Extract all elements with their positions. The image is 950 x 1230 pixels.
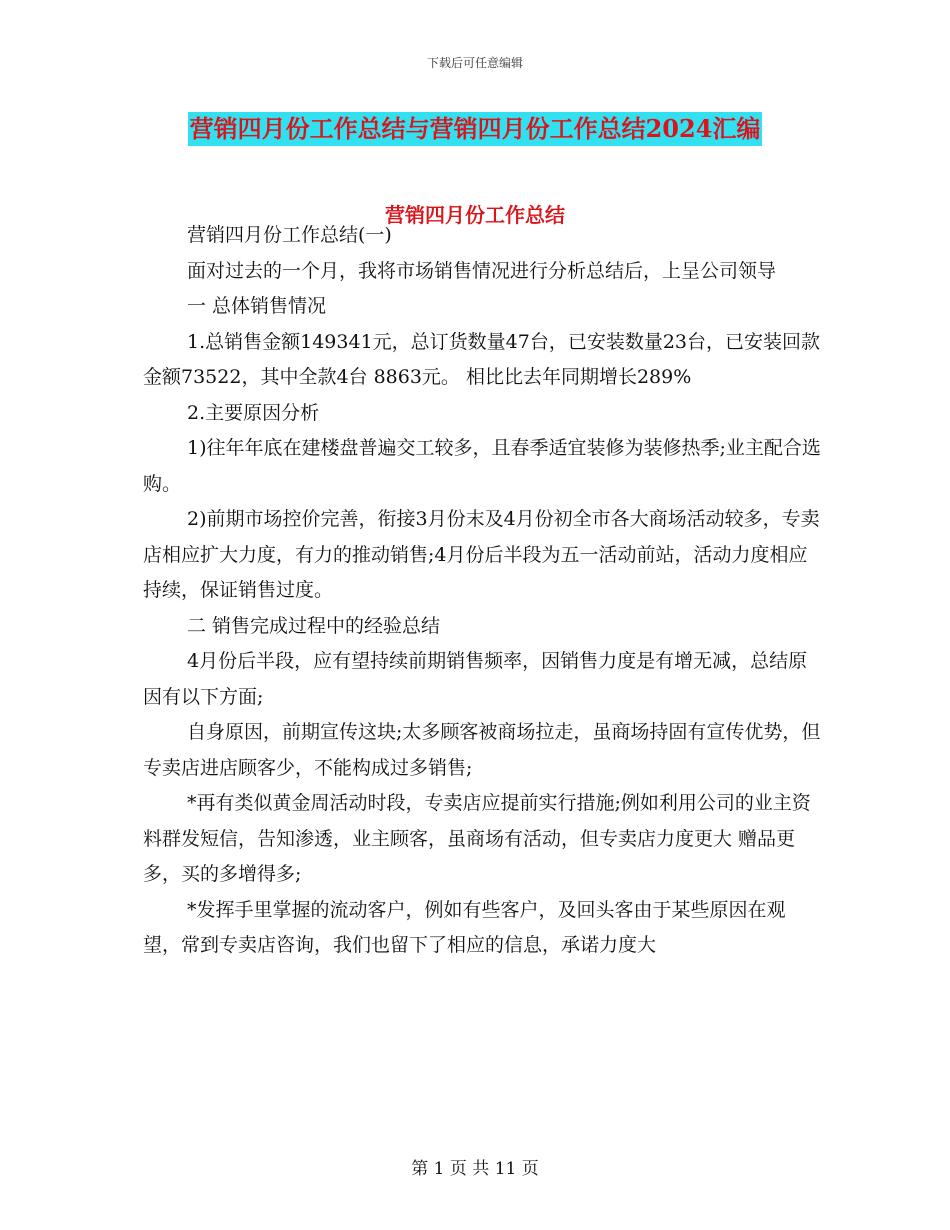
paragraph: *发挥手里掌握的流动客户，例如有些客户，及回头客由于某些原因在观望，常到专卖店咨询，我们也留下了相应的信息，承诺力度大 bbox=[143, 898, 786, 956]
paragraph: *再有类似黄金周活动时段，专卖店应提前实行措施;例如利用公司的业主资料群发短信，告知渗透，业主顾客，虽商场有活动，但专卖店力度更大 赠品更多，买的多增得多; bbox=[143, 792, 811, 885]
paragraph: 自身原因，前期宣传这块;太多顾客被商场拉走，虽商场持固有宣传优势，但专卖店进店顾客少，不能构成过多销售; bbox=[143, 721, 821, 779]
paragraph: 面对过去的一个月，我将市场销售情况进行分析总结后，上呈公司领导 bbox=[187, 259, 777, 282]
paragraph: 一 总体销售情况 bbox=[187, 295, 327, 317]
paragraph: 二 销售完成过程中的经验总结 bbox=[187, 614, 441, 637]
paragraph: 1.总销售金额149341元，总订货数量47台，已安装数量23台，已安装回款金额73522，其中全款4台 8863元。 相比比去年同期增长289% bbox=[143, 330, 821, 388]
paragraph: 1)往年年底在建楼盘普遍交工较多，且春季适宜装修为装修热季;业主配合选购。 bbox=[143, 437, 821, 495]
paragraph: 2)前期市场控价完善，衔接3月份末及4月份初全市各大商场活动较多，专卖店相应扩大力度，有力的推动销售;4月份后半段为五一活动前站，活动力度相应持续，保证销售过度。 bbox=[143, 508, 820, 601]
document-title: 营销四月份工作总结与营销四月份工作总结2024汇编 bbox=[188, 112, 763, 146]
document-title-container bbox=[0, 112, 950, 146]
section-title: 营销四月份工作总结 bbox=[385, 203, 565, 227]
paragraph: 2.主要原因分析 bbox=[187, 401, 320, 424]
page-footer: 第 1 页 共 11 页 bbox=[411, 1159, 539, 1179]
paragraph: 营销四月份工作总结(一) bbox=[187, 224, 392, 246]
document-body bbox=[143, 218, 823, 964]
paragraph: 4月份后半段，应有望持续前期销售频率，因销售力度是有增无减，总结原因有以下方面; bbox=[143, 650, 808, 708]
header-note: 下载后可任意编辑 bbox=[426, 56, 523, 70]
